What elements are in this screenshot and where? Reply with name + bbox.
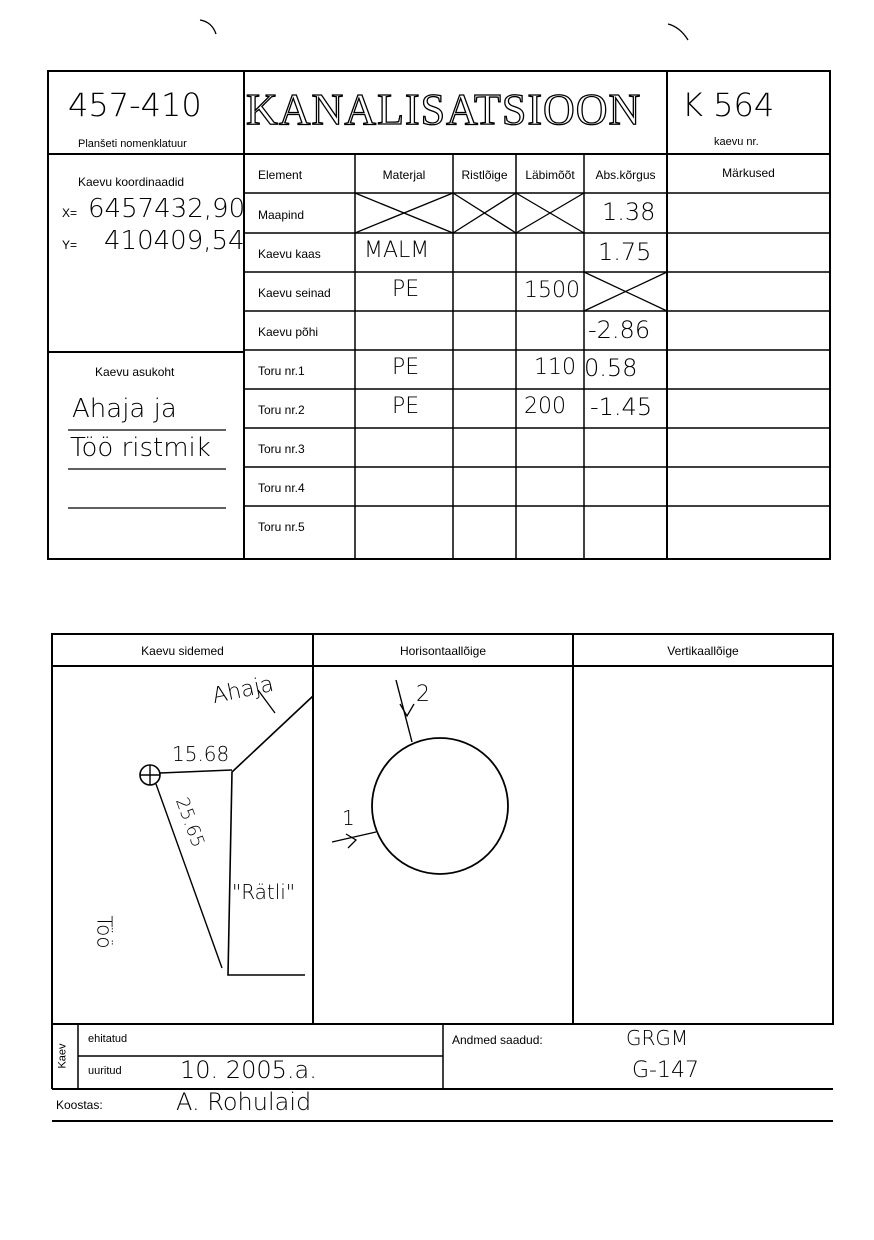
data-source-label: Andmed saadud: [452,1033,543,1047]
well-number-value: K 564 [682,86,775,124]
col-header-notes: Märkused [722,166,775,180]
y-label: Y= [62,238,78,252]
panel-label-vertical: Vertikaallõige [667,644,739,658]
location-line-2: Töö ristmik [70,433,211,463]
row-diameter: 200 [524,394,566,419]
map-sheet-label: Planšeti nomenklatuur [78,138,187,150]
row-abs-height: 0.58 [584,354,638,382]
form-title: KANALISATSIOON [246,85,642,134]
col-header-cross-section: Ristlõige [461,168,508,182]
row-element: Kaevu seinad [258,286,331,300]
location-label: Kaevu asukoht [95,365,175,379]
row-element: Toru nr.1 [258,364,305,378]
row-abs-height: 1.75 [598,238,652,266]
surveyed-value: 10. 2005.a. [180,1056,317,1084]
row-abs-height: -1.45 [590,393,653,421]
surveyed-label: uuritud [88,1065,122,1077]
panel-label-ties: Kaevu sidemed [141,644,224,658]
panel-label-horizontal: Horisontaallõige [399,644,487,658]
sketch-dist-1: 15.68 [172,742,230,766]
row-diameter: 110 [534,355,576,380]
row-element: Toru nr.3 [258,442,305,456]
x-value: 6457432,90 [88,194,246,224]
compiled-value: A. Rohulaid [176,1088,312,1116]
well-number-label: kaevu nr. [714,136,759,148]
footer-side-label: Kaev [56,1043,69,1069]
row-element: Toru nr.5 [258,520,305,534]
col-header-diameter: Läbimõõt [525,168,575,182]
map-sheet-value: 457-410 [68,86,202,124]
col-header-material: Materjal [382,168,426,182]
row-material: PE [392,355,420,380]
x-label: X= [62,206,78,220]
row-material: MALM [364,238,430,263]
row-diameter: 1500 [524,278,580,303]
pipe-label-1: 1 [342,806,355,830]
row-material: PE [392,394,420,419]
data-source-value-2: G-147 [632,1058,699,1083]
pipe-label-2: 2 [416,682,430,707]
sketch-building-label: "Rätli" [232,880,296,904]
row-abs-height: -2.86 [588,316,651,344]
coordinates-label: Kaevu koordinaadid [78,175,185,189]
y-value: 410409,54 [104,226,245,256]
built-label: ehitatud [88,1033,128,1045]
row-element: Toru nr.4 [258,481,305,495]
row-element: Kaevu põhi [258,325,319,339]
data-source-value-1: GRGM [626,1026,689,1050]
col-header-element: Element [258,168,303,182]
sketch-dist-2: 25.65 [171,794,209,851]
row-element: Maapind [258,208,305,222]
row-element: Toru nr.2 [258,403,305,417]
col-header-abs-height: Abs.kõrgus [595,168,656,182]
row-abs-height: 1.38 [602,198,656,226]
row-element: Kaevu kaas [258,247,321,261]
compiled-label: Koostas: [56,1098,103,1112]
location-line-1: Ahaja ja [72,394,177,424]
sketch-street-2: Töö [92,915,117,949]
row-material: PE [392,277,420,302]
sketch-street-1: Ahaja [210,671,276,710]
